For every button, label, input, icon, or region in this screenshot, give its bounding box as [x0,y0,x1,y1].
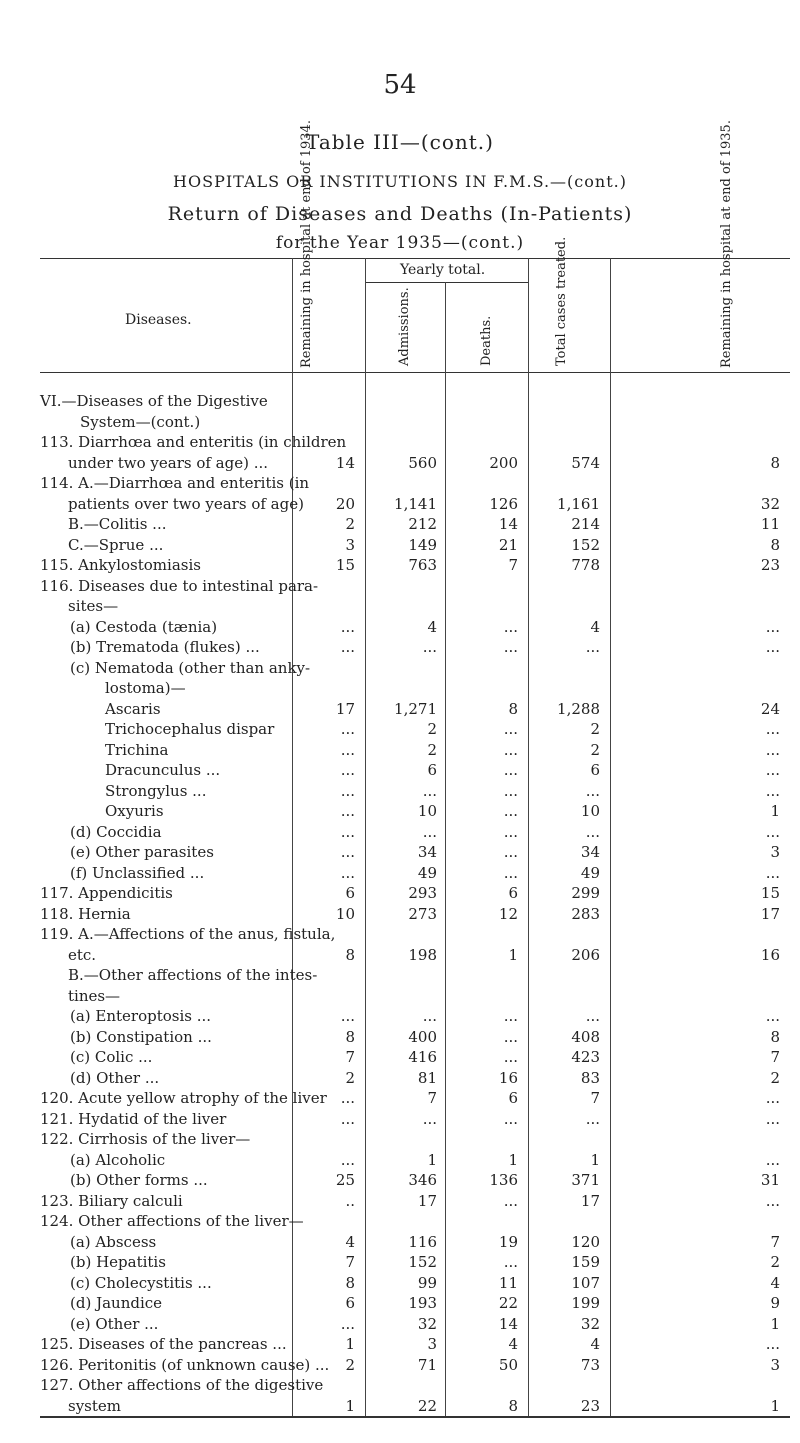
table-cell: ... [503,1048,518,1066]
table-row [0,1335,800,1357]
table-row [0,454,800,476]
table-row [0,905,800,927]
table-cell: ... [503,1191,518,1210]
table-cell: 22 [417,1396,437,1415]
table-cell: 212 [408,515,437,533]
table-row [0,1089,800,1111]
table-cell: 14 [498,1314,518,1333]
table-row [0,741,800,763]
disease-label: Trichocephalus dispar [105,720,275,738]
table-row [0,597,800,619]
table-cell: ... [585,822,600,841]
table-cell: 346 [408,1171,437,1189]
table-row [0,1151,800,1173]
disease-label: VI.—Diseases of the Digestive [40,392,268,410]
disease-label: 120. Acute yellow atrophy of the liver [40,1089,327,1107]
table-cell: ... [765,720,780,738]
table-cell: ... [585,781,600,800]
disease-label: under two years of age) ... [68,453,269,472]
table-row [0,720,800,742]
table-cell: ... [503,720,518,738]
disease-label: (c) Nematoda (other than anky- [70,658,311,677]
table-row [0,1130,800,1152]
table-cell: ... [340,1314,355,1333]
table-row [0,1294,800,1316]
table-cell: 16 [498,1068,518,1087]
table-row [0,946,800,968]
table-cell: 2 [345,1355,355,1374]
table-cell: 4 [508,1335,518,1353]
table-cell: 1 [345,1396,355,1415]
table-cell: 6 [345,1294,355,1312]
table-cell: 199 [571,1294,600,1312]
table-row [0,392,800,414]
table-cell: 206 [571,945,600,964]
table-cell: 8 [770,453,780,472]
table-row [0,577,800,599]
table-cell: 10 [580,802,600,820]
table-cell: 2 [345,515,355,533]
table-cell: ... [503,843,518,861]
table-cell: 4 [590,617,600,636]
table-cell: 99 [417,1273,437,1292]
deaths-header: Deaths. [479,315,494,366]
disease-label: (d) Other ... [70,1068,160,1087]
table-cell: 3 [427,1335,437,1353]
disease-label: (b) Constipation ... [70,1027,212,1046]
table-row [0,1233,800,1255]
table-cell: 19 [498,1232,518,1251]
table-cell: 71 [417,1355,437,1374]
table-cell: 7 [427,1089,437,1107]
table-cell: 25 [335,1171,355,1189]
table-cell: 763 [408,556,437,574]
table-row [0,1171,800,1193]
table-cell: ... [503,781,518,800]
table-cell: ... [585,638,600,656]
table-cell: ... [503,863,518,882]
table-cell: 283 [571,904,600,923]
table-cell: 136 [489,1171,518,1189]
disease-label: Dracunculus ... [105,761,221,779]
remaining-end-header: Remaining in hospital at end of 1935. [719,120,734,368]
disease-label: (c) Cholecystitis ... [70,1273,212,1292]
table-cell: ... [765,638,780,656]
table-cell: 778 [571,556,600,574]
table-cell: 107 [571,1273,600,1292]
table-cell: 408 [571,1027,600,1046]
table-cell: ... [340,1109,355,1128]
disease-label: C.—Sprue ... [68,535,164,554]
table-cell: 120 [571,1232,600,1251]
table-subtitle: HOSPITALS OR INSTITUTIONS IN F.M.S.—(cont.) [173,172,627,191]
table-cell: 273 [408,904,437,923]
table-cell: .. [345,1191,355,1210]
table-cell: 1 [508,945,518,964]
disease-label: Oxyuris [105,802,164,820]
table-cell: 1 [508,1150,518,1169]
disease-label: 118. Hernia [40,904,131,923]
table-cell: ... [340,822,355,841]
table-cell: ... [503,740,518,759]
table-cell: 11 [760,515,780,533]
table-cell: 32 [417,1314,437,1333]
table-row [0,618,800,640]
table-cell: 73 [580,1355,600,1374]
disease-label: 125. Diseases of the pancreas ... [40,1335,287,1353]
table-cell: 149 [408,535,437,554]
disease-label: 117. Appendicitis [40,884,173,902]
disease-label: 115. Ankylostomiasis [40,556,201,574]
table-cell: 17 [417,1191,437,1210]
table-cell: ... [422,638,437,656]
table-cell: 7 [770,1232,780,1251]
table-cell: 16 [760,945,780,964]
diseases-header: Diseases. [125,312,192,328]
table-cell: ... [340,781,355,800]
disease-label: Trichina [105,740,169,759]
table-row [0,843,800,865]
table-cell: 15 [760,884,780,902]
table-cell: 1 [770,1396,780,1415]
table-cell: 2 [427,740,437,759]
table-cell: 7 [770,1048,780,1066]
table-cell: 6 [345,884,355,902]
return-heading: Return of Diseases and Deaths (In-Patients) [167,203,633,225]
table-cell: 17 [760,904,780,923]
table-cell: 50 [498,1355,518,1374]
table-cell: 6 [590,761,600,779]
yearly-rule [365,282,528,283]
table-title: Table III—(cont.) [306,130,494,154]
table-cell: 17 [335,699,355,718]
table-row [0,966,800,988]
table-cell: 8 [770,1027,780,1046]
table-cell: ... [765,740,780,759]
table-row [0,1110,800,1132]
table-cell: 1,141 [394,494,437,513]
disease-label: system [68,1396,121,1415]
disease-label: 127. Other affections of the digestive [40,1376,324,1394]
table-cell: 200 [489,453,518,472]
disease-label: (b) Other forms ... [70,1171,208,1189]
table-cell: 574 [571,453,600,472]
table-cell: 14 [498,515,518,533]
table-cell: 2 [427,720,437,738]
table-cell: 371 [571,1171,600,1189]
table-cell: 81 [417,1068,437,1087]
table-cell: 83 [580,1068,600,1087]
disease-label: (a) Enteroptosis ... [70,1007,212,1025]
total-treated-header: Total cases treated. [554,236,569,366]
table-cell: 198 [408,945,437,964]
table-cell: 24 [760,699,780,718]
table-row [0,1048,800,1070]
table-cell: 49 [580,863,600,882]
table-cell: ... [422,781,437,800]
table-cell: 7 [590,1089,600,1107]
table-cell: ... [503,617,518,636]
disease-label: Ascaris [105,699,161,718]
table-row [0,474,800,496]
table-cell: 6 [508,1089,518,1107]
table-cell: 14 [335,453,355,472]
table-row [0,864,800,886]
table-row [0,925,800,947]
table-cell: 159 [571,1253,600,1271]
table-cell: ... [340,1089,355,1107]
table-row [0,556,800,578]
table-cell: 15 [335,556,355,574]
table-cell: 23 [760,556,780,574]
table-row [0,1028,800,1050]
table-cell: 299 [571,884,600,902]
table-cell: 1 [345,1335,355,1353]
table-cell: 293 [408,884,437,902]
disease-label: (b) Hepatitis [70,1253,166,1271]
admissions-header: Admissions. [397,287,412,366]
remaining-start-header: Remaining in hospital at end of 1934. [299,120,314,368]
table-cell: 2 [770,1253,780,1271]
table-cell: ... [765,1150,780,1169]
disease-label: (d) Coccidia [70,822,162,841]
table-cell: 4 [590,1335,600,1353]
table-cell: 22 [498,1294,518,1312]
table-cell: ... [765,863,780,882]
table-cell: 126 [489,494,518,513]
table-cell: 32 [580,1314,600,1333]
table-cell: ... [340,1150,355,1169]
table-cell: 8 [508,1396,518,1415]
table-cell: 116 [408,1232,437,1251]
table-row [0,1376,800,1398]
table-cell: 416 [408,1048,437,1066]
disease-label: B.—Other affections of the intes- [68,966,318,984]
table-cell: ... [422,1007,437,1025]
table-cell: 4 [345,1232,355,1251]
table-row [0,679,800,701]
disease-label: 119. A.—Affections of the anus, fistula, [40,925,336,943]
table-row [0,823,800,845]
disease-label: 124. Other affections of the liver— [40,1212,304,1230]
disease-label: (a) Alcoholic [70,1150,166,1169]
disease-label: (d) Jaundice [70,1294,163,1312]
table-row [0,884,800,906]
table-cell: 8 [345,945,355,964]
table-cell: 2 [345,1068,355,1087]
table-cell: 3 [770,843,780,861]
table-cell: 8 [770,535,780,554]
disease-label: 122. Cirrhosis of the liver— [40,1130,251,1148]
table-cell: ... [340,802,355,820]
header-rule [40,372,790,373]
disease-label: (b) Trematoda (flukes) ... [70,638,260,656]
disease-label: sites— [68,597,119,615]
disease-label: (f) Unclassified ... [70,863,205,882]
table-cell: 2 [770,1068,780,1087]
table-cell: 7 [345,1048,355,1066]
table-cell: 400 [408,1027,437,1046]
table-cell: ... [503,1109,518,1128]
table-cell: 32 [760,494,780,513]
table-cell: 11 [498,1273,518,1292]
year-heading: for the Year 1935—(cont.) [275,233,525,253]
table-cell: 49 [417,863,437,882]
table-row [0,515,800,537]
table-cell: ... [765,781,780,800]
table-row [0,1397,800,1419]
table-cell: 423 [571,1048,600,1066]
table-cell: 6 [427,761,437,779]
table-cell: ... [765,1089,780,1107]
table-cell: 31 [760,1171,780,1189]
table-cell: ... [765,1335,780,1353]
disease-label: (a) Abscess [70,1232,157,1251]
table-cell: 152 [571,535,600,554]
table-cell: 10 [417,802,437,820]
disease-label: patients over two years of age) [68,494,304,513]
disease-label: (c) Colic ... [70,1048,153,1066]
table-cell: ... [585,1007,600,1025]
table-row [0,1315,800,1337]
table-cell: ... [503,761,518,779]
disease-label: (e) Other ... [70,1314,159,1333]
disease-label: tines— [68,986,121,1005]
table-cell: 560 [408,453,437,472]
disease-label: System—(cont.) [80,412,201,431]
table-cell: 8 [345,1273,355,1292]
table-cell: 4 [770,1273,780,1292]
yearly-total-header: Yearly total. [400,262,486,278]
disease-label: (a) Cestoda (tænia) [70,617,218,636]
table-cell: ... [503,1007,518,1025]
table-row [0,1253,800,1275]
table-cell: 214 [571,515,600,533]
table-cell: 1 [427,1150,437,1169]
table-cell: 1,271 [394,699,437,718]
top-rule [40,258,790,259]
table-cell: ... [340,740,355,759]
table-cell: 4 [427,617,437,636]
table-cell: 34 [580,843,600,861]
table-row [0,782,800,804]
table-cell: 10 [335,904,355,923]
table-row [0,1069,800,1091]
table-cell: 152 [408,1253,437,1271]
table-cell: ... [503,802,518,820]
table-cell: ... [765,1191,780,1210]
table-cell: ... [340,761,355,779]
disease-label: lostoma)— [105,679,186,697]
table-cell: ... [585,1109,600,1128]
table-row [0,433,800,455]
table-cell: ... [340,617,355,636]
disease-label: (e) Other parasites [70,843,214,861]
table-row [0,761,800,783]
table-cell: 1 [770,1314,780,1333]
table-cell: 7 [345,1253,355,1271]
table-cell: 8 [345,1027,355,1046]
table-cell: 6 [508,884,518,902]
table-cell: ... [765,1109,780,1128]
table-row [0,987,800,1009]
table-cell: ... [503,638,518,656]
table-cell: 23 [580,1396,600,1415]
table-cell: 1 [770,802,780,820]
table-cell: ... [340,720,355,738]
table-row [0,536,800,558]
page-number: 54 [383,70,417,100]
table-cell: 1,288 [557,699,600,718]
table-row [0,413,800,435]
table-cell: ... [765,1007,780,1025]
table-cell: 1 [590,1150,600,1169]
table-cell: ... [422,1109,437,1128]
disease-label: 113. Diarrhœa and enteritis (in children [40,433,347,451]
table-cell: ... [340,1007,355,1025]
table-cell: 12 [498,904,518,923]
disease-label: 121. Hydatid of the liver [40,1109,227,1128]
table-cell: 7 [508,556,518,574]
table-row [0,1007,800,1029]
table-cell: 21 [498,535,518,554]
disease-label: 114. A.—Diarrhœa and enteritis (in [40,474,310,492]
table-cell: ... [422,822,437,841]
table-cell: ... [765,822,780,841]
disease-label: 126. Peritonitis (of unknown cause) ... [40,1355,330,1374]
table-cell: ... [503,1027,518,1046]
table-row [0,700,800,722]
table-row [0,659,800,681]
table-cell: 9 [770,1294,780,1312]
table-row [0,1212,800,1234]
table-cell: ... [503,822,518,841]
table-cell: 2 [590,740,600,759]
table-cell: 193 [408,1294,437,1312]
table-cell: 17 [580,1191,600,1210]
table-cell: 2 [590,720,600,738]
table-cell: 3 [770,1355,780,1374]
disease-label: etc. [68,945,97,964]
table-row [0,1274,800,1296]
table-cell: ... [340,843,355,861]
table-row [0,1356,800,1378]
table-cell: ... [765,761,780,779]
table-row [0,638,800,660]
table-cell: 34 [417,843,437,861]
table-cell: ... [340,863,355,882]
table-cell: 20 [335,494,355,513]
table-cell: 8 [508,699,518,718]
table-cell: ... [503,1253,518,1271]
disease-label: 123. Biliary calculi [40,1191,183,1210]
table-cell: ... [765,617,780,636]
table-cell: ... [340,638,355,656]
table-row [0,802,800,824]
disease-label: B.—Colitis ... [68,515,167,533]
table-row [0,495,800,517]
table-row [0,1192,800,1214]
disease-label: Strongylus ... [105,781,207,800]
table-cell: 1,161 [557,494,600,513]
table-cell: 3 [345,535,355,554]
disease-label: 116. Diseases due to intestinal para- [40,576,319,595]
